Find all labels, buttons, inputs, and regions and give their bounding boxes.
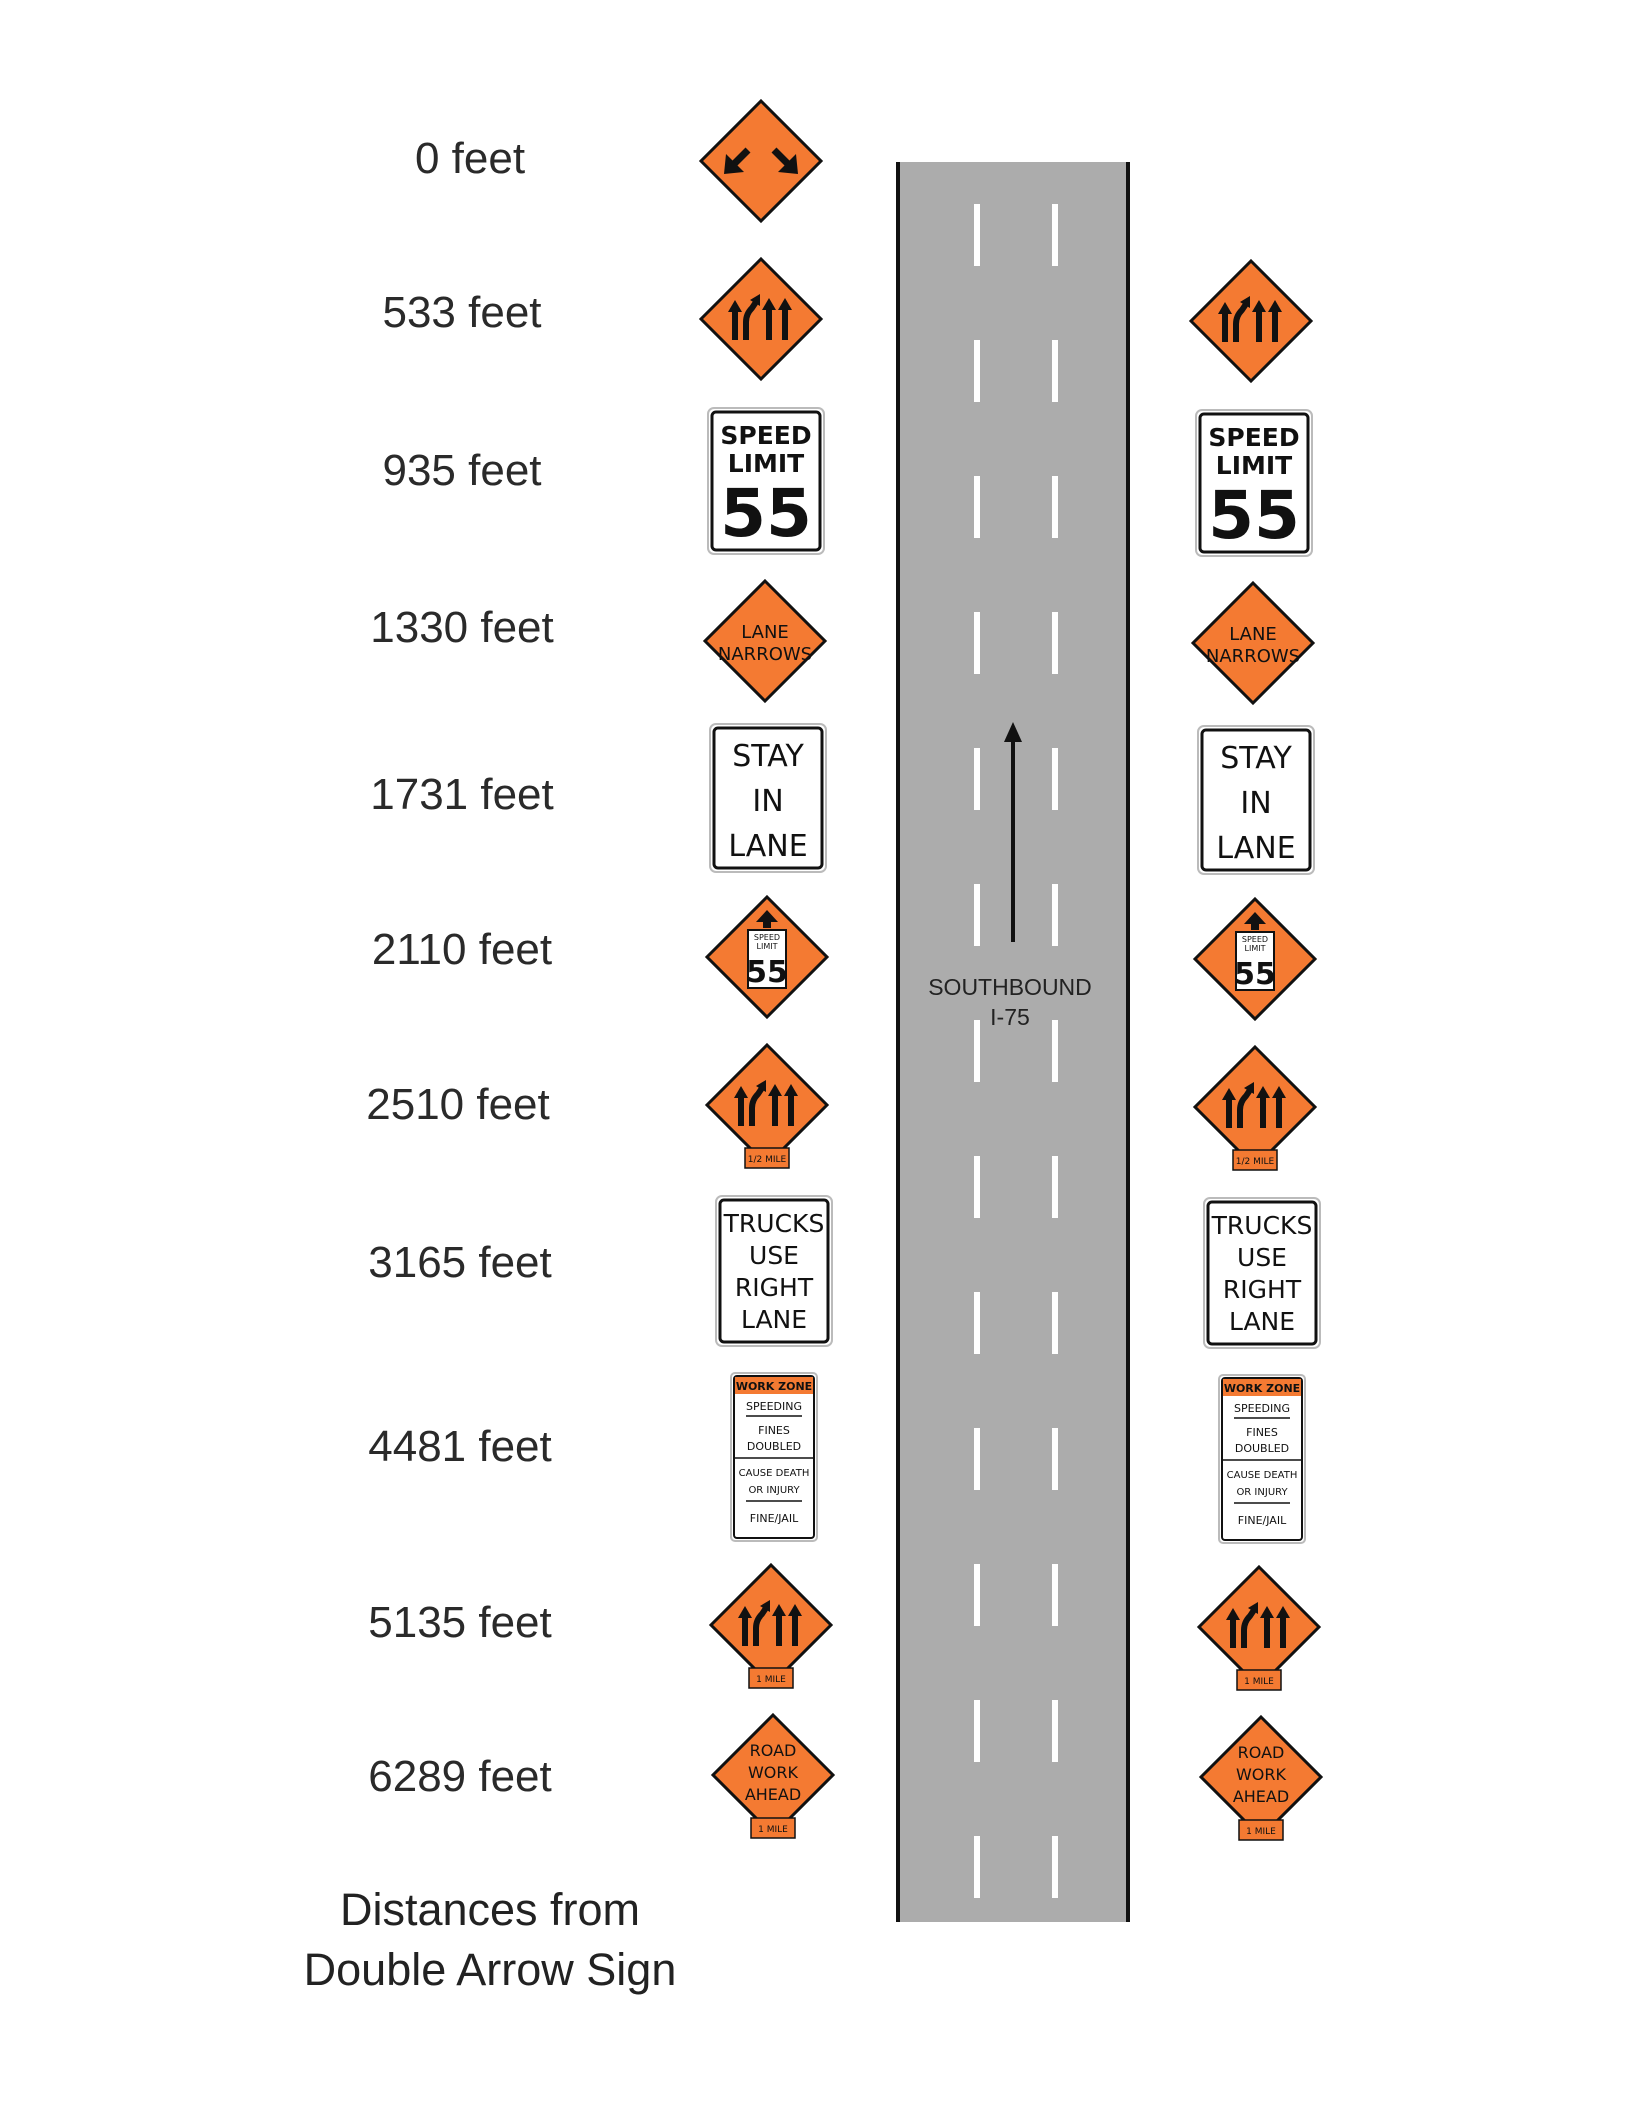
- lane-dash: [1052, 1428, 1058, 1490]
- lane-shift-sign: [1188, 258, 1314, 384]
- road-work-line1: ROAD: [749, 1741, 797, 1760]
- half-mile-plaque: 1/2 MILE: [1235, 1157, 1275, 1167]
- distance-label: 4481 feet: [368, 1422, 552, 1471]
- road-work-ahead-sign: [710, 1712, 836, 1840]
- stay-in-lane-line1: STAY: [1220, 741, 1292, 776]
- lane-dash: [1052, 476, 1058, 538]
- lane-dash: [974, 1836, 980, 1898]
- work-zone-fines-sign: [1218, 1374, 1306, 1544]
- speed-ahead-value: 55: [746, 955, 788, 990]
- lane-dash: [974, 1700, 980, 1762]
- speed-limit-value: 55: [1208, 477, 1300, 554]
- speed-limit-ahead-sign: [704, 894, 830, 1020]
- stay-in-lane-sign: [708, 722, 828, 874]
- speed-ahead-line1: SPEED: [753, 933, 781, 942]
- lane-dash: [974, 1156, 980, 1218]
- lane-dash: [974, 884, 980, 946]
- lane-shift-half-mile-sign: [1192, 1044, 1318, 1172]
- trucks-line3: RIGHT: [1222, 1275, 1302, 1304]
- lane-dash: [1052, 884, 1058, 946]
- speed-ahead-line2: LIMIT: [1244, 944, 1266, 953]
- lane-narrows-line2: NARROWS: [1205, 646, 1301, 667]
- speed-ahead-value: 55: [1234, 957, 1276, 992]
- stay-in-lane-line2: IN: [1240, 786, 1272, 821]
- road-label-direction: SOUTHBOUND: [928, 974, 1092, 1000]
- lane-dash: [974, 204, 980, 266]
- lane-dash: [1052, 1700, 1058, 1762]
- lane-dash: [974, 476, 980, 538]
- lane-shift-sign: [698, 256, 824, 382]
- distance-label: 1731 feet: [370, 770, 554, 819]
- road-work-line3: AHEAD: [1232, 1787, 1290, 1806]
- work-zone-line5: OR INJURY: [748, 1485, 800, 1496]
- work-zone-line4: CAUSE DEATH: [1226, 1470, 1298, 1481]
- road-label: [910, 972, 1110, 1032]
- lane-shift-one-mile-sign: [708, 1562, 834, 1690]
- road-work-ahead-sign: [1198, 1714, 1324, 1842]
- distance-label: 3165 feet: [368, 1238, 552, 1287]
- lane-markings: [900, 162, 1126, 1922]
- road-label-route: I-75: [990, 1004, 1030, 1030]
- trucks-line1: TRUCKS: [1211, 1211, 1313, 1240]
- lane-dash: [1052, 1292, 1058, 1354]
- trucks-line4: LANE: [1228, 1307, 1296, 1336]
- highway-road: [896, 162, 1130, 1922]
- work-zone-header: WORK ZONE: [1223, 1382, 1301, 1395]
- one-mile-plaque: 1 MILE: [1244, 1677, 1274, 1687]
- work-zone-line2: FINES: [1246, 1426, 1278, 1439]
- road-work-line1: ROAD: [1237, 1743, 1285, 1762]
- lane-dash: [974, 1564, 980, 1626]
- direction-arrow-head-icon: [1004, 722, 1022, 742]
- distance-label: 0 feet: [414, 134, 526, 183]
- lane-dash: [1052, 340, 1058, 402]
- speed-limit-line1: SPEED: [1208, 423, 1300, 452]
- trucks-line3: RIGHT: [734, 1273, 814, 1302]
- speed-ahead-line1: SPEED: [1241, 935, 1269, 944]
- speed-limit-line2: LIMIT: [1215, 451, 1293, 480]
- lane-shift-one-mile-sign: [1196, 1564, 1322, 1692]
- road-work-line3: AHEAD: [744, 1785, 802, 1804]
- lane-dash: [974, 612, 980, 674]
- stay-in-lane-line1: STAY: [732, 739, 804, 774]
- road-work-plaque: 1 MILE: [758, 1825, 788, 1835]
- caption-line: Distances from: [339, 1884, 641, 1935]
- stay-in-lane-line3: LANE: [728, 829, 808, 864]
- lane-narrows-line1: LANE: [741, 622, 789, 643]
- lane-dash: [1052, 612, 1058, 674]
- road-work-line2: WORK: [1235, 1765, 1287, 1784]
- lane-narrows-line2: NARROWS: [717, 644, 813, 665]
- work-zone-line2: FINES: [758, 1424, 790, 1437]
- road-work-line2: WORK: [747, 1763, 799, 1782]
- lane-dash: [974, 748, 980, 810]
- work-zone-line3: DOUBLED: [746, 1440, 802, 1453]
- work-zone-line5: OR INJURY: [1236, 1487, 1288, 1498]
- lane-dashes: [974, 204, 1058, 1898]
- lane-shift-half-mile-sign: [704, 1042, 830, 1170]
- stay-in-lane-sign: [1196, 724, 1316, 876]
- distance-label: 5135 feet: [368, 1598, 552, 1647]
- caption-line: Double Arrow Sign: [303, 1944, 677, 1995]
- work-zone-fines-sign: [730, 1372, 818, 1542]
- distance-label: 533 feet: [382, 288, 542, 337]
- work-zone-line6: FINE/JAIL: [749, 1512, 799, 1525]
- lane-dash: [1052, 1156, 1058, 1218]
- trucks-line2: USE: [1237, 1243, 1287, 1272]
- speed-limit-line2: LIMIT: [727, 449, 805, 478]
- distance-label: 935 feet: [382, 446, 542, 495]
- lane-dash: [1052, 748, 1058, 810]
- work-zone-line1: SPEEDING: [746, 1400, 802, 1413]
- speed-limit-sign: [1194, 408, 1314, 558]
- trucks-line2: USE: [749, 1241, 799, 1270]
- work-zone-line3: DOUBLED: [1234, 1442, 1290, 1455]
- speed-limit-line1: SPEED: [720, 421, 812, 450]
- lane-dash: [1052, 1836, 1058, 1898]
- trucks-line1: TRUCKS: [723, 1209, 825, 1238]
- distance-label: 2510 feet: [366, 1080, 550, 1129]
- half-mile-plaque: 1/2 MILE: [747, 1155, 787, 1165]
- speed-limit-ahead-sign: [1192, 896, 1318, 1022]
- distance-label: 1330 feet: [370, 603, 554, 652]
- work-zone-line6: FINE/JAIL: [1237, 1514, 1287, 1527]
- trucks-use-right-lane-sign: [714, 1194, 834, 1348]
- lane-dash: [974, 340, 980, 402]
- lane-narrows-sign: [702, 578, 828, 704]
- lane-dash: [1052, 204, 1058, 266]
- double-arrow-sign: [698, 98, 824, 224]
- lane-dash: [1052, 1564, 1058, 1626]
- work-zone-line4: CAUSE DEATH: [738, 1468, 810, 1479]
- speed-ahead-line2: LIMIT: [756, 942, 778, 951]
- trucks-line4: LANE: [740, 1305, 808, 1334]
- lane-dash: [974, 1428, 980, 1490]
- lane-dash: [974, 1292, 980, 1354]
- work-zone-line1: SPEEDING: [1234, 1402, 1290, 1415]
- lane-narrows-line1: LANE: [1229, 624, 1277, 645]
- lane-narrows-sign: [1190, 580, 1316, 706]
- one-mile-plaque: 1 MILE: [756, 1675, 786, 1685]
- work-zone-header: WORK ZONE: [735, 1380, 813, 1393]
- stay-in-lane-line3: LANE: [1216, 831, 1296, 866]
- speed-limit-sign: [706, 406, 826, 556]
- trucks-use-right-lane-sign: [1202, 1196, 1322, 1350]
- distance-label: 2110 feet: [371, 925, 553, 974]
- speed-limit-value: 55: [720, 475, 812, 552]
- distance-label: 6289 feet: [368, 1752, 552, 1801]
- stay-in-lane-line2: IN: [752, 784, 784, 819]
- diagram-caption: [260, 1880, 720, 2000]
- road-work-plaque: 1 MILE: [1246, 1827, 1276, 1837]
